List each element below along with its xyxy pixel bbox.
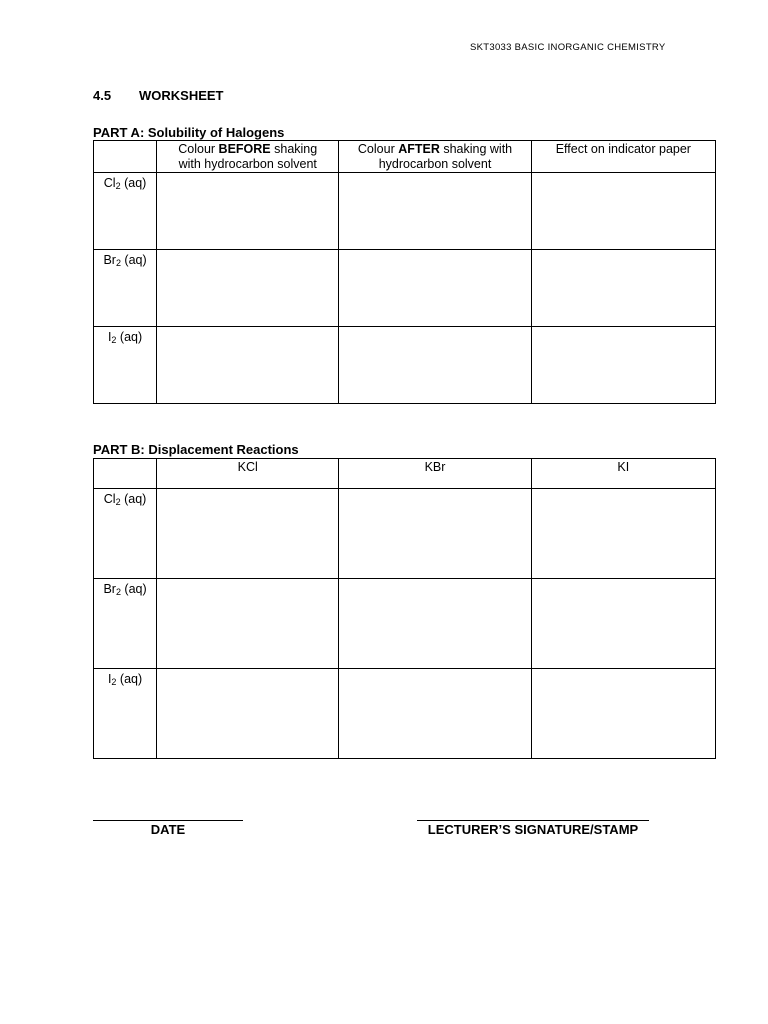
label-text: Br <box>103 582 116 596</box>
column-header-ki: KI <box>531 459 715 489</box>
table-header-row <box>94 459 716 489</box>
row-label-i2 <box>94 669 157 759</box>
answer-cell[interactable] <box>531 173 715 250</box>
answer-cell[interactable] <box>339 669 531 759</box>
header-text: shaking <box>270 142 318 156</box>
label-subscript: 2 <box>115 587 121 597</box>
column-header-kbr: KBr <box>339 459 531 489</box>
row-label-i2 <box>94 327 157 404</box>
answer-cell[interactable] <box>339 250 531 327</box>
lecturer-signature-block <box>417 808 649 837</box>
header-text: Colour <box>357 142 399 156</box>
column-header-indicator <box>531 141 715 173</box>
part-a-title: PART A: Solubility of Halogens <box>93 125 285 140</box>
header-text: Effect on indicator paper <box>555 142 691 156</box>
label-subscript: 2 <box>115 497 121 507</box>
answer-cell[interactable] <box>339 579 531 669</box>
answer-cell[interactable] <box>157 250 339 327</box>
corner-cell <box>94 141 157 173</box>
table-header-row <box>94 141 716 173</box>
header-text: with hydrocarbon solvent <box>178 157 317 171</box>
answer-cell[interactable] <box>157 489 339 579</box>
row-label-br2 <box>94 250 157 327</box>
label-subscript: 2 <box>115 258 121 268</box>
label-text: (aq) <box>120 582 147 596</box>
column-header-before <box>157 141 339 173</box>
displacement-table <box>93 458 716 759</box>
answer-cell[interactable] <box>531 327 715 404</box>
section-title: WORKSHEET <box>139 88 224 103</box>
label-text: (aq) <box>120 176 147 190</box>
label-text: Cl <box>103 176 116 190</box>
label-subscript: 2 <box>111 335 117 345</box>
answer-cell[interactable] <box>531 579 715 669</box>
label-subscript: 2 <box>111 677 117 687</box>
date-block <box>93 808 243 837</box>
table-row <box>94 489 716 579</box>
header-text: hydrocarbon solvent <box>378 157 492 171</box>
label-text: (aq) <box>120 253 147 267</box>
course-header: SKT3033 BASIC INORGANIC CHEMISTRY <box>470 42 666 53</box>
answer-cell[interactable] <box>157 173 339 250</box>
answer-cell[interactable] <box>157 579 339 669</box>
corner-cell <box>94 459 157 489</box>
table-row <box>94 669 716 759</box>
label-text: Br <box>103 253 116 267</box>
date-line[interactable] <box>93 820 243 821</box>
label-text: I <box>107 672 112 686</box>
signature-line[interactable] <box>417 820 649 821</box>
answer-cell[interactable] <box>531 250 715 327</box>
answer-cell[interactable] <box>339 489 531 579</box>
label-text: (aq) <box>120 492 147 506</box>
header-text: Colour <box>178 142 219 156</box>
answer-cell[interactable] <box>531 669 715 759</box>
answer-cell[interactable] <box>157 669 339 759</box>
column-header-kcl: KCl <box>157 459 339 489</box>
answer-cell[interactable] <box>157 327 339 404</box>
label-text: (aq) <box>116 330 143 344</box>
answer-cell[interactable] <box>339 173 531 250</box>
label-text: (aq) <box>116 672 143 686</box>
lecturer-signature-label: LECTURER’S SIGNATURE/STAMP <box>427 822 639 837</box>
row-label-cl2 <box>94 489 157 579</box>
header-emphasis: BEFORE <box>218 142 271 156</box>
header-emphasis: AFTER <box>398 142 440 156</box>
solubility-table <box>93 140 716 404</box>
answer-cell[interactable] <box>531 489 715 579</box>
label-text: I <box>107 330 112 344</box>
row-label-cl2 <box>94 173 157 250</box>
section-number: 4.5 <box>93 88 112 103</box>
label-subscript: 2 <box>115 181 121 191</box>
date-label: DATE <box>150 822 186 837</box>
table-row <box>94 327 716 404</box>
table-row <box>94 579 716 669</box>
table-row <box>94 173 716 250</box>
column-header-after <box>339 141 531 173</box>
part-b-title: PART B: Displacement Reactions <box>93 442 299 457</box>
row-label-br2 <box>94 579 157 669</box>
table-row <box>94 250 716 327</box>
answer-cell[interactable] <box>339 327 531 404</box>
header-text: shaking with <box>439 142 513 156</box>
section-heading <box>93 88 224 103</box>
label-text: Cl <box>103 492 116 506</box>
